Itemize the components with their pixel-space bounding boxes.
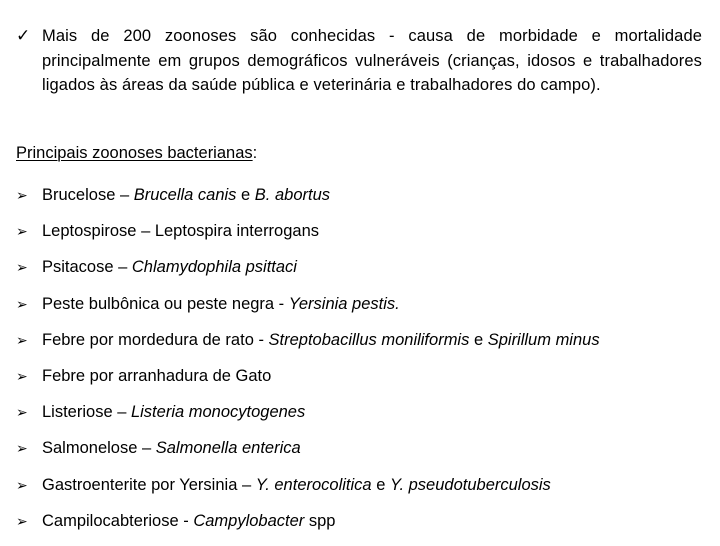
- list-item-campilobacteriose: [16, 510, 706, 546]
- list-item-text: Brucelose – Brucella canis e B. abortus: [42, 186, 331, 204]
- list-item-text: Psitacose – Chlamydophila psittaci: [42, 258, 297, 277]
- list-item-gastroenterite: [16, 474, 706, 510]
- arrowhead-bullet-icon: ➢: [16, 331, 28, 348]
- list-item-text: Gastroenterite por Yersinia – Y. enterocolitica e Y. pseudotuberculosis: [42, 475, 551, 494]
- arrowhead-bullet-icon: ➢: [16, 476, 28, 493]
- section-heading-label: Principais zoonoses bacterianas: [16, 144, 253, 162]
- arrowhead-bullet-icon: ➢: [16, 440, 28, 457]
- arrowhead-bullet-icon: ➢: [16, 223, 28, 240]
- list-item-febre-arranhadura: [16, 365, 706, 401]
- list-item-brucelose: [16, 184, 706, 220]
- list-item-text: Listeriose – Listeria monocytogenes: [42, 403, 306, 422]
- list-item-text: Febre por mordedura de rato - Streptobacillus moniliformis e Spirillum minus: [42, 330, 600, 349]
- list-item-text: Peste bulbônica ou peste negra - Yersinia pestis.: [42, 294, 400, 313]
- check-mark-icon: ✓: [16, 26, 31, 45]
- list-item-text: Campilocabteriose - Campylobacter spp: [42, 511, 336, 530]
- list-item-text: Febre por arranhadura de Gato: [42, 366, 272, 385]
- arrowhead-bullet-icon: ➢: [16, 259, 28, 276]
- arrowhead-bullet-icon: ➢: [16, 404, 28, 421]
- list-item-text: Leptospirose – Leptospira interrogans: [42, 222, 320, 241]
- arrowhead-bullet-icon: ➢: [16, 295, 28, 312]
- list-item-leptospirose: [16, 220, 706, 256]
- arrowhead-bullet-icon: ➢: [16, 512, 28, 529]
- section-heading: [16, 142, 257, 164]
- intro-text: Mais de 200 zoonoses são conhecidas - causa de morbidade e mortalidade principalmente em grupos demográficos vulneráveis (crianças, idosos e trabalhadores ligados às áreas da saúde pública e veterinária e trabalhadores do campo).: [42, 27, 702, 94]
- zoonoses-list: [16, 184, 706, 546]
- intro-paragraph: [16, 24, 702, 98]
- list-item-febre-mordedura: [16, 329, 706, 365]
- list-item-text: Salmonelose – Salmonella enterica: [42, 439, 301, 458]
- list-item-listeriose: [16, 401, 706, 437]
- list-item-salmonelose: [16, 437, 706, 473]
- section-heading-colon: :: [252, 144, 258, 162]
- list-item-peste: [16, 293, 706, 329]
- arrowhead-bullet-icon: ➢: [16, 367, 28, 384]
- list-item-psitacose: [16, 256, 706, 292]
- arrowhead-bullet-icon: ➢: [16, 187, 28, 203]
